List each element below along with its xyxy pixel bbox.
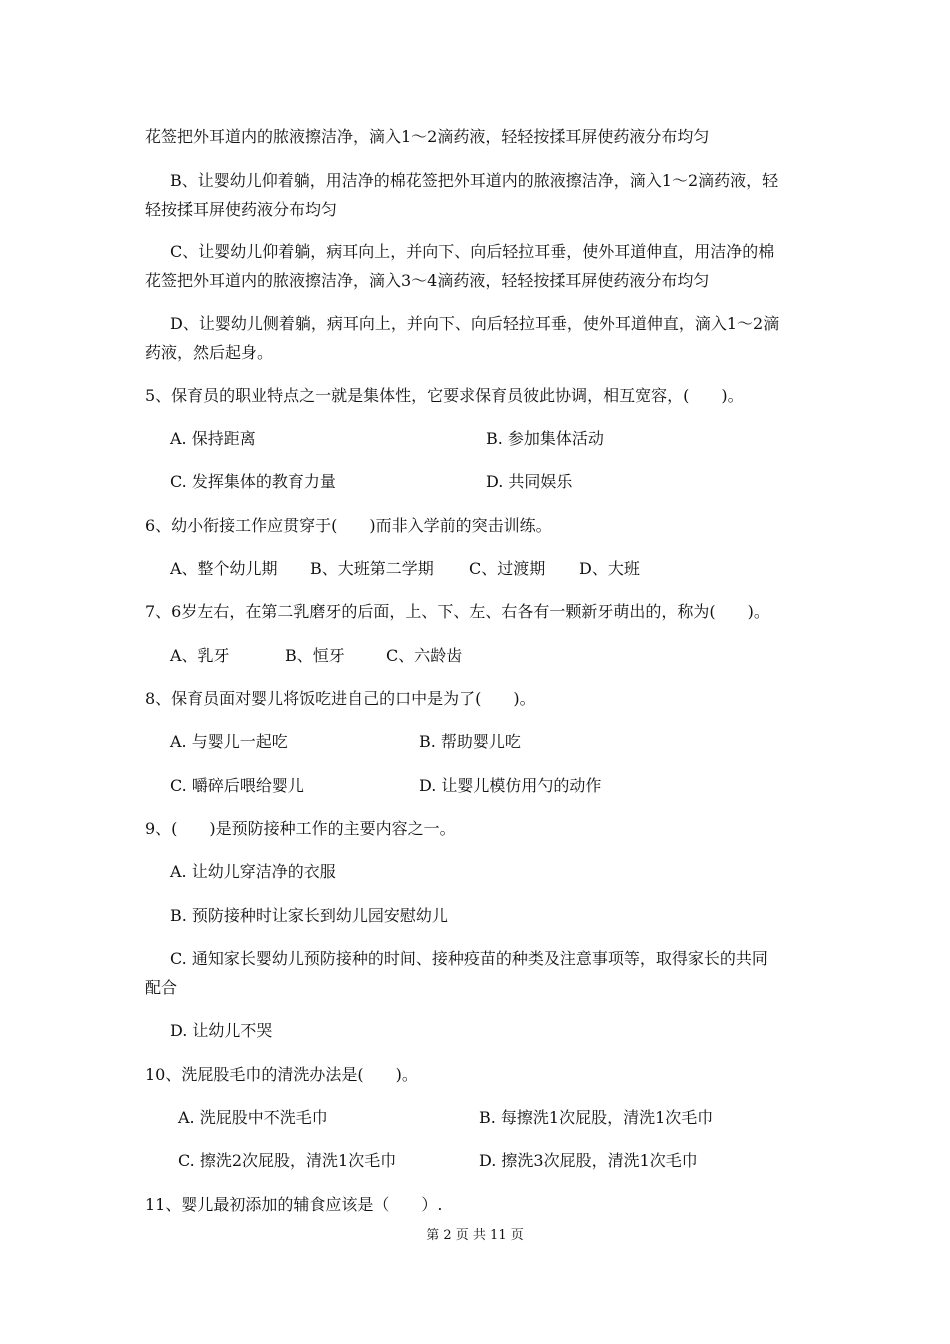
question-5-option-d: D. 共同娱乐	[486, 472, 573, 491]
page-footer: 第 2 页 共 11 页	[426, 1228, 524, 1243]
question-5-stem: 5、保育员的职业特点之一就是集体性，它要求保育员彼此协调，相互宽容，( )。	[145, 386, 744, 405]
question-10-option-c: C. 擦洗2次屁股，清洗1次毛巾	[178, 1151, 397, 1170]
question-9-stem: 9、( )是预防接种工作的主要内容之一。	[145, 819, 456, 838]
question-8-stem: 8、保育员面对婴儿将饭吃进自己的口中是为了( )。	[145, 689, 536, 708]
text-line: 花签把外耳道内的脓液擦洁净，滴入1～2滴药液，轻轻按揉耳屏使药液分布均匀	[145, 127, 710, 146]
question-9-option-c: C. 通知家长婴幼儿预防接种的时间、接种疫苗的种类及注意事项等，取得家长的共同	[170, 949, 768, 968]
text-line: 药液，然后起身。	[145, 343, 274, 362]
text-line: 轻按揉耳屏使药液分布均匀	[145, 200, 338, 219]
question-7-option-a: A、乳牙	[170, 646, 230, 665]
question-6-option-d: D、大班	[579, 559, 640, 578]
question-10-option-d: D. 擦洗3次屁股，清洗1次毛巾	[479, 1151, 698, 1170]
question-5-option-c: C. 发挥集体的教育力量	[170, 472, 336, 491]
question-8-option-b: B. 帮助婴儿吃	[419, 732, 521, 751]
option-c: C、让婴幼儿仰着躺，病耳向上，并向下、向后轻拉耳垂，使外耳道伸直，用洁净的棉	[170, 242, 775, 261]
question-10-option-a: A. 洗屁股中不洗毛巾	[178, 1108, 328, 1127]
question-7-option-b: B、恒牙	[285, 646, 345, 665]
question-8-option-a: A. 与婴儿一起吃	[170, 732, 288, 751]
question-7-option-c: C、六龄齿	[386, 646, 463, 665]
question-9-option-d: D. 让幼儿不哭	[170, 1021, 273, 1040]
question-5-option-b: B. 参加集体活动	[486, 429, 604, 448]
question-9-option-b: B. 预防接种时让家长到幼儿园安慰幼儿	[170, 906, 448, 925]
question-6-option-a: A、整个幼儿期	[170, 559, 278, 578]
text-line: 花签把外耳道内的脓液擦洁净，滴入3～4滴药液，轻轻按揉耳屏使药液分布均匀	[145, 271, 710, 290]
option-b: B、让婴幼儿仰着躺，用洁净的棉花签把外耳道内的脓液擦洁净，滴入1～2滴药液，轻	[170, 171, 779, 190]
question-11-stem: 11、婴儿最初添加的辅食应该是（ ）.	[145, 1195, 443, 1214]
question-10-stem: 10、洗屁股毛巾的清洗办法是( )。	[145, 1065, 418, 1084]
question-8-option-c: C. 嚼碎后喂给婴儿	[170, 776, 304, 795]
question-6-option-b: B、大班第二学期	[310, 559, 434, 578]
question-10-option-b: B. 每擦洗1次屁股，清洗1次毛巾	[479, 1108, 714, 1127]
question-5-option-a: A. 保持距离	[170, 429, 256, 448]
question-9-option-c-cont: 配合	[145, 978, 178, 997]
question-7-stem: 7、6岁左右，在第二乳磨牙的后面，上、下、左、右各有一颗新牙萌出的，称为( )。	[145, 602, 770, 621]
question-8-option-d: D. 让婴儿模仿用勺的动作	[419, 776, 602, 795]
option-d: D、让婴幼儿侧着躺，病耳向上，并向下、向后轻拉耳垂，使外耳道伸直，滴入1～2滴	[170, 314, 780, 333]
question-6-stem: 6、幼小衔接工作应贯穿于( )而非入学前的突击训练。	[145, 516, 552, 535]
question-6-option-c: C、过渡期	[469, 559, 546, 578]
question-9-option-a: A. 让幼儿穿洁净的衣服	[170, 862, 336, 881]
